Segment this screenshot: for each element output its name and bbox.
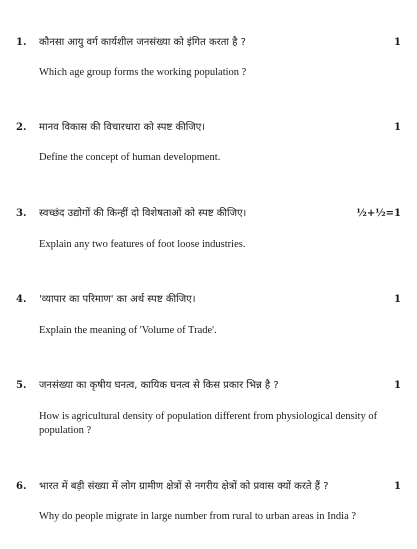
question-number: 2.	[16, 122, 27, 133]
question-english-text: How is agricultural density of population different from physiological density of population ?	[39, 411, 378, 436]
question-marks: 1	[394, 380, 401, 391]
question-marks: 1	[394, 481, 401, 492]
question-hindi-text: स्वच्छंद उद्योगों की किन्हीं दो विशेषताओं को स्पष्ट कीजिए।	[39, 208, 247, 219]
question-hindi-text: जनसंख्या का कृषीय घनत्व, कायिक घनत्व से किस प्रकार भिन्न है ?	[39, 380, 279, 391]
question-hindi-text: 'व्यापार का परिमाण' का अर्थ स्पष्ट कीजिए।	[39, 294, 196, 305]
question-number: 4.	[16, 294, 27, 305]
question-marks: ½+½=1	[356, 208, 401, 219]
question-number: 6.	[16, 481, 27, 492]
question-hindi-text: भारत में बड़ी संख्या में लोग ग्रामीण क्षेत्रों से नगरीय क्षेत्रों को प्रवास क्यों करते हैं ?	[39, 481, 329, 492]
question-marks: 1	[394, 37, 401, 48]
question-number: 1.	[16, 37, 27, 48]
question-english-text: Which age group forms the working population ?	[39, 67, 247, 78]
question-hindi-text: कौनसा आयु वर्ग कार्यशील जनसंख्या को इंगित करता है ?	[39, 37, 246, 48]
question-hindi-text: मानव विकास की विचारधारा को स्पष्ट कीजिए।	[39, 122, 206, 133]
question-marks: 1	[394, 122, 401, 133]
question-number: 3.	[16, 208, 27, 219]
question-english-text: Why do people migrate in large number from rural to urban areas in India ?	[39, 511, 357, 522]
question-english-text: Explain the meaning of 'Volume of Trade'.	[39, 325, 217, 336]
question-marks: 1	[394, 294, 401, 305]
question-english-text: Define the concept of human development.	[39, 152, 221, 163]
question-number: 5.	[16, 380, 27, 391]
question-english-text: Explain any two features of foot loose industries.	[39, 239, 246, 250]
